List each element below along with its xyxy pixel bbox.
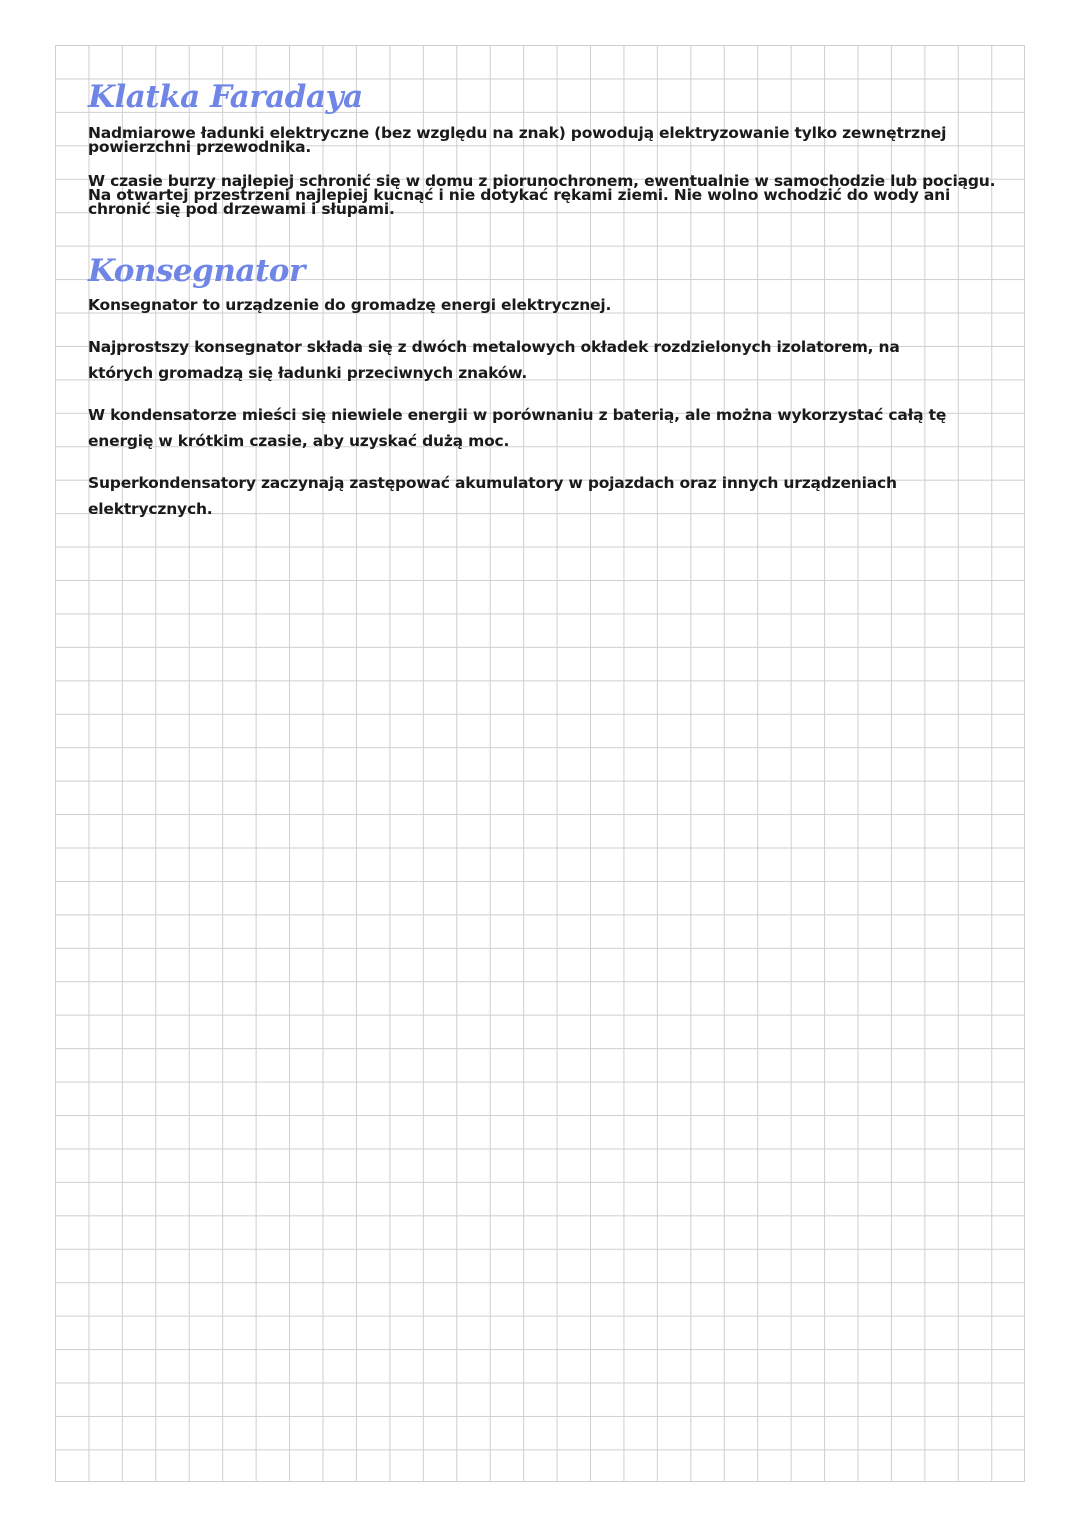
paragraph-capacitor-2: Najprostszy konsegnator składa się z dwóch metalowych okładek rozdzielonych izolatorem, na których gromadzą się ładunki przeciwnych znaków.: [88, 338, 900, 382]
paragraph-capacitor-3: W kondensatorze mieści się niewiele energii w porównaniu z baterią, ale można wykorzystać całą tę energię w krótkim czasie, aby uzyskać dużą moc.: [88, 406, 947, 450]
notes-content: [88, 78, 1008, 522]
section-title-faraday-cage: Klatka Faradaya: [88, 79, 363, 115]
paragraph-faraday-1: Nadmiarowe ładunki elektryczne (bez względu na znak) powodują elektryzowanie tylko zewnętrznej powierzchni przewodnika.: [88, 124, 947, 156]
section-title-capacitor: Konsegnator: [88, 253, 305, 289]
paragraph-faraday-2: W czasie burzy najlepiej schronić się w domu z piorunochronem, ewentualnie w samochodzie lub pociągu. Na otwartej przestrzeni najlepiej kucnąć i nie dotykać rękami ziemi. Nie wolno wchodzić do wody ani chronić się pod drzewami i słupami.: [88, 172, 996, 218]
paragraph-capacitor-1: Konsegnator to urządzenie do gromadzę energi elektrycznej.: [88, 296, 612, 314]
paragraph-capacitor-4: Superkondensatory zaczynają zastępować akumulatory w pojazdach oraz innych urządzeniach elektrycznych.: [88, 474, 897, 518]
